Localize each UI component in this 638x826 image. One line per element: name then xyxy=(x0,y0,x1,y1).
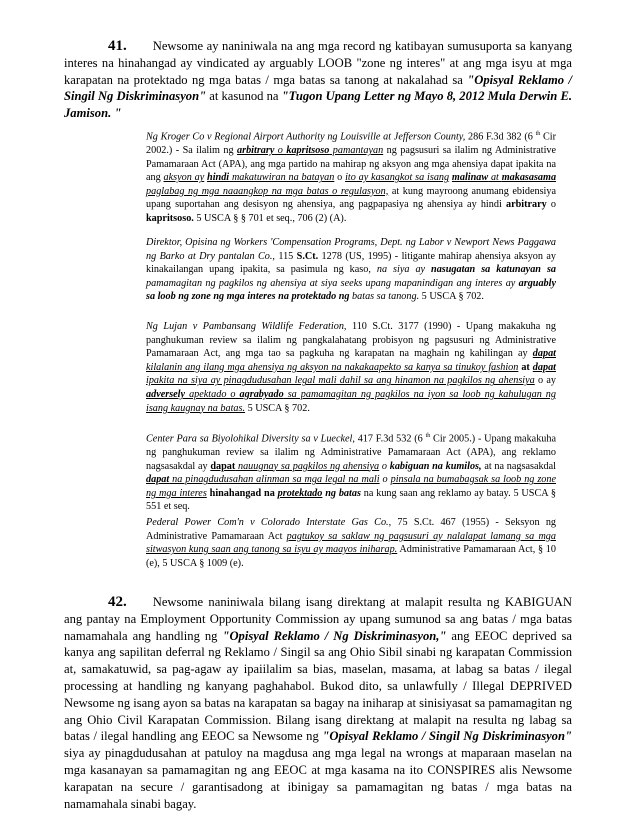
emphasis: paglabag ng mga naaangkop na mga batas o regulasyon, xyxy=(146,185,389,197)
emphasis: dapat xyxy=(532,361,556,373)
citation-text: 417 F.3d 532 (6 xyxy=(354,433,426,445)
citation-lujan xyxy=(146,320,556,415)
emphasis: makatuwiran na batayan xyxy=(229,172,335,184)
citation-text: na kung saan ang reklamo ay batay. 5 USCA § 551 et seq. xyxy=(146,487,556,513)
paragraph-text: ang EEOC deprived sa kanya ang sapilitan deferral ng Reklamo / Singil sa ang Ohio Sibil sinabi ng karapatan Commission at, samakatuwid, sa pag-agaw ay ipaiilalim sa bias, maselan, masama, at labag sa batas / ilegal processing at handling ng kanyang paghahabol. Bukod dito, sa unlawfully / Illegal DEPRIVED Newsome ng isang ayon sa batas na karapatan sa bagay na iniharap at sinisiyasat sa pamamagitan ng ang Ohio Civil Karapatan Commission. Bilang isang direktang at malapit na resulta ng labag sa batas / ilegal handling ang EEOC sa Newsome ng xyxy=(64,628,572,744)
emphasis: dapat xyxy=(532,348,556,360)
emphasis: ng batas xyxy=(322,487,361,499)
ordinal-suffix: th xyxy=(425,433,431,439)
emphasis: agrabyado xyxy=(239,388,284,400)
paragraph-text: Newsome naniniwala bilang isang direktang at malapit resulta ng KABIGUAN ang pantay na Employment Opportunity Commission ay upang sumunod sa ang batas / mga batas namamahala ang handling ng xyxy=(64,595,572,643)
emphasis: hindi xyxy=(207,172,230,184)
emphasis: o xyxy=(379,460,390,472)
citation-text: 5 USCA § § 701 et seq., 706 (2) (A). xyxy=(193,212,347,224)
emphasis: o xyxy=(379,474,391,486)
emphasis: na siya ay xyxy=(376,264,426,276)
citation-text: at kung mayroong anumang ebidensiya upang suportahan ang desisyon ng ahensiya, ang pagpapasiya ng ahensiya ay hindi xyxy=(146,185,556,211)
emphasis: sa pamamagitan ng pagkilos na iyon sa loob ng kahulugan ng isang kaugnay na batas. xyxy=(146,388,556,414)
emphasis: makasasama xyxy=(501,172,557,184)
emphasis: arbitrary xyxy=(237,144,275,156)
case-name: Center Para sa Biyolohikal Diversity sa v Lueckel, xyxy=(146,433,355,445)
emphasis: o xyxy=(274,144,287,156)
citation-text: Cir 2005.) - Upang makakuha ng panghukuman review sa ilalim ng Administrative Pamamaraan Act (APA), ang reklamo nagsasakdal ay xyxy=(146,433,557,472)
citation-text: 1278 (US, 1995) - litigante mahirap ahensiya aksyon ay kinakailangan upang ipakita, sa pasimula ng kaso, xyxy=(146,250,556,276)
quoted-title: "Opisyal Reklamo / Singil Ng Diskriminasyon" xyxy=(64,72,572,104)
emphasis: nasugatan sa katunayan sa xyxy=(431,264,557,276)
emphasis: pamamagitan ng pagkilos ng ahensiya at siya seeks upang mapanindigan ang interes ay xyxy=(146,277,519,289)
emphasis: kapritsoso. xyxy=(146,212,194,224)
emphasis: dapat xyxy=(146,474,170,486)
citation-text: Administrative Pamamaraan Act, § 10 (e), 5 USCA § 1009 (e). xyxy=(146,544,556,569)
paragraph-42 xyxy=(64,594,572,812)
emphasis: batas sa tanong. xyxy=(349,291,420,303)
paragraph-number: 42. xyxy=(108,594,127,610)
citation-pederal xyxy=(146,516,556,570)
citation-text: o xyxy=(546,199,556,211)
emphasis: arguably sa loob ng zone ng mga interes na protektado ng xyxy=(146,277,556,303)
emphasis: kapritsoso xyxy=(286,144,330,156)
emphasis: malinaw xyxy=(451,172,489,184)
emphasis: kabiguan na kumilos, xyxy=(389,460,482,472)
paragraph-41 xyxy=(64,38,572,122)
emphasis: protektado xyxy=(277,487,323,499)
quoted-title: "Tugon Upang Letter ng Mayo 8, 2012 Mula Derwin E. Jamison. " xyxy=(64,89,572,121)
citation-text: o ay xyxy=(534,375,556,387)
quoted-title: "Opisyal Reklamo / Ng Diskriminasyon," xyxy=(222,628,447,643)
citation-text: 110 S.Ct. 3177 (1990) - Upang makakuha ng panghukuman review sa ilalim ng pangkalahatang probisyon ng pagsusuri ng Administrative Pamamaraan Act, ang mga tao sa pagkuha ng karapatan na maghain ng kahilingan ay xyxy=(146,321,556,360)
paragraph-text: siya ay pinagdudusahan at patuloy na magdusa ang mga legal na wrongs at maparaan maselan na mga kasanayan sa pamamagitan ng ang EEOC at mga kasama na ito CONSPIRES alis Newsome karapatan na secure / garantisadong at ibinigay sa pamamagitan ng batas / mga batas na namamahala sinabi bagay. xyxy=(64,746,572,811)
emphasis: hinahangad na xyxy=(206,487,275,499)
emphasis: pamantayan xyxy=(329,144,384,156)
emphasis: pagtukoy sa saklaw ng pagsusuri ay nalalapat lamang sa mga sitwasyon kung saan ang tanong sa isyu ay maayos iniharap. xyxy=(146,530,556,556)
citation-text: Cir 2002.) - Sa ilalim ng xyxy=(146,131,556,156)
citation-text: ng pagsusuri sa ilalim ng Administrative Pamamaraan Act (APA), ang mga partido na mahirap ng aksyon ang mga ahensiya dapat ipakita na ang xyxy=(146,144,557,184)
citation-text: at na nagsasakdal xyxy=(481,460,557,472)
emphasis: ipakita na siya ay pinagdudusahan legal mali dahil sa ang hinamon na pagkilos ng ahensiya xyxy=(146,375,535,387)
citation-text: 5 USCA § 702. xyxy=(245,402,310,414)
emphasis: at xyxy=(488,172,502,184)
emphasis: S.Ct. xyxy=(296,250,319,262)
citation-text: 115 xyxy=(274,250,297,262)
paragraph-text: at kasunod na xyxy=(206,89,282,104)
emphasis: kilalanin ang ilang mga ahensiya ng aksyon na nakakaapekto sa kanya sa tinukoy fashion xyxy=(146,361,519,373)
citation-text: o xyxy=(334,172,346,184)
emphasis: arbitrary xyxy=(505,199,547,211)
case-name: Pederal Power Com'n v Colorado Interstate Gas Co., xyxy=(146,517,392,528)
emphasis: na pinagdudusahan alinman sa mga legal na mali xyxy=(169,474,380,486)
emphasis: ito ay kasangkot sa isang xyxy=(345,172,450,184)
paragraph-text: Newsome ay naniniwala na ang mga record ng katibayan sumusuporta sa kanyang interes na hinahangad ay vindicated ay arguably LOOB "zone ng interes" at ang mga isyu at mga karapatan na protektado ng mga batas / mga batas sa tanong at nakalahad sa xyxy=(64,39,572,87)
citation-direktor xyxy=(146,236,556,304)
citation-text: 286 F.3d 382 (6 xyxy=(465,131,536,143)
citation-text: 5 USCA § 702. xyxy=(419,291,484,303)
case-name: Ng Kroger Co v Regional Airport Authority ng Louisville at Jefferson County, xyxy=(146,131,466,143)
emphasis: dapat xyxy=(210,460,236,472)
emphasis: apektado o xyxy=(185,388,240,400)
case-name: Direktor, Opisina ng Workers 'Compensation Programs, Dept. ng Labor v Newport News Paggawa ng Barko at Dry pantalan Co., xyxy=(146,237,556,262)
citation-text: 75 S.Ct. 467 (1955) - Seksyon ng Administrative Pamamaraan Act xyxy=(146,517,557,542)
emphasis: aksyon ay xyxy=(163,172,205,184)
ordinal-suffix: th xyxy=(535,131,541,137)
emphasis: pinsala na bumabagsak sa loob ng zone ng mga interes xyxy=(146,474,557,499)
citation-kroger xyxy=(146,128,556,226)
citation-center xyxy=(146,430,556,514)
paragraph-number: 41. xyxy=(108,38,127,54)
emphasis: nauugnay sa pagkilos ng ahensiya xyxy=(235,460,380,472)
case-name: Ng Lujan v Pambansang Wildlife Federation, xyxy=(146,321,347,332)
emphasis: adversely xyxy=(146,388,186,400)
quoted-title: "Opisyal Reklamo / Singil Ng Diskriminasyon" xyxy=(322,729,572,744)
emphasis: at xyxy=(518,361,533,373)
